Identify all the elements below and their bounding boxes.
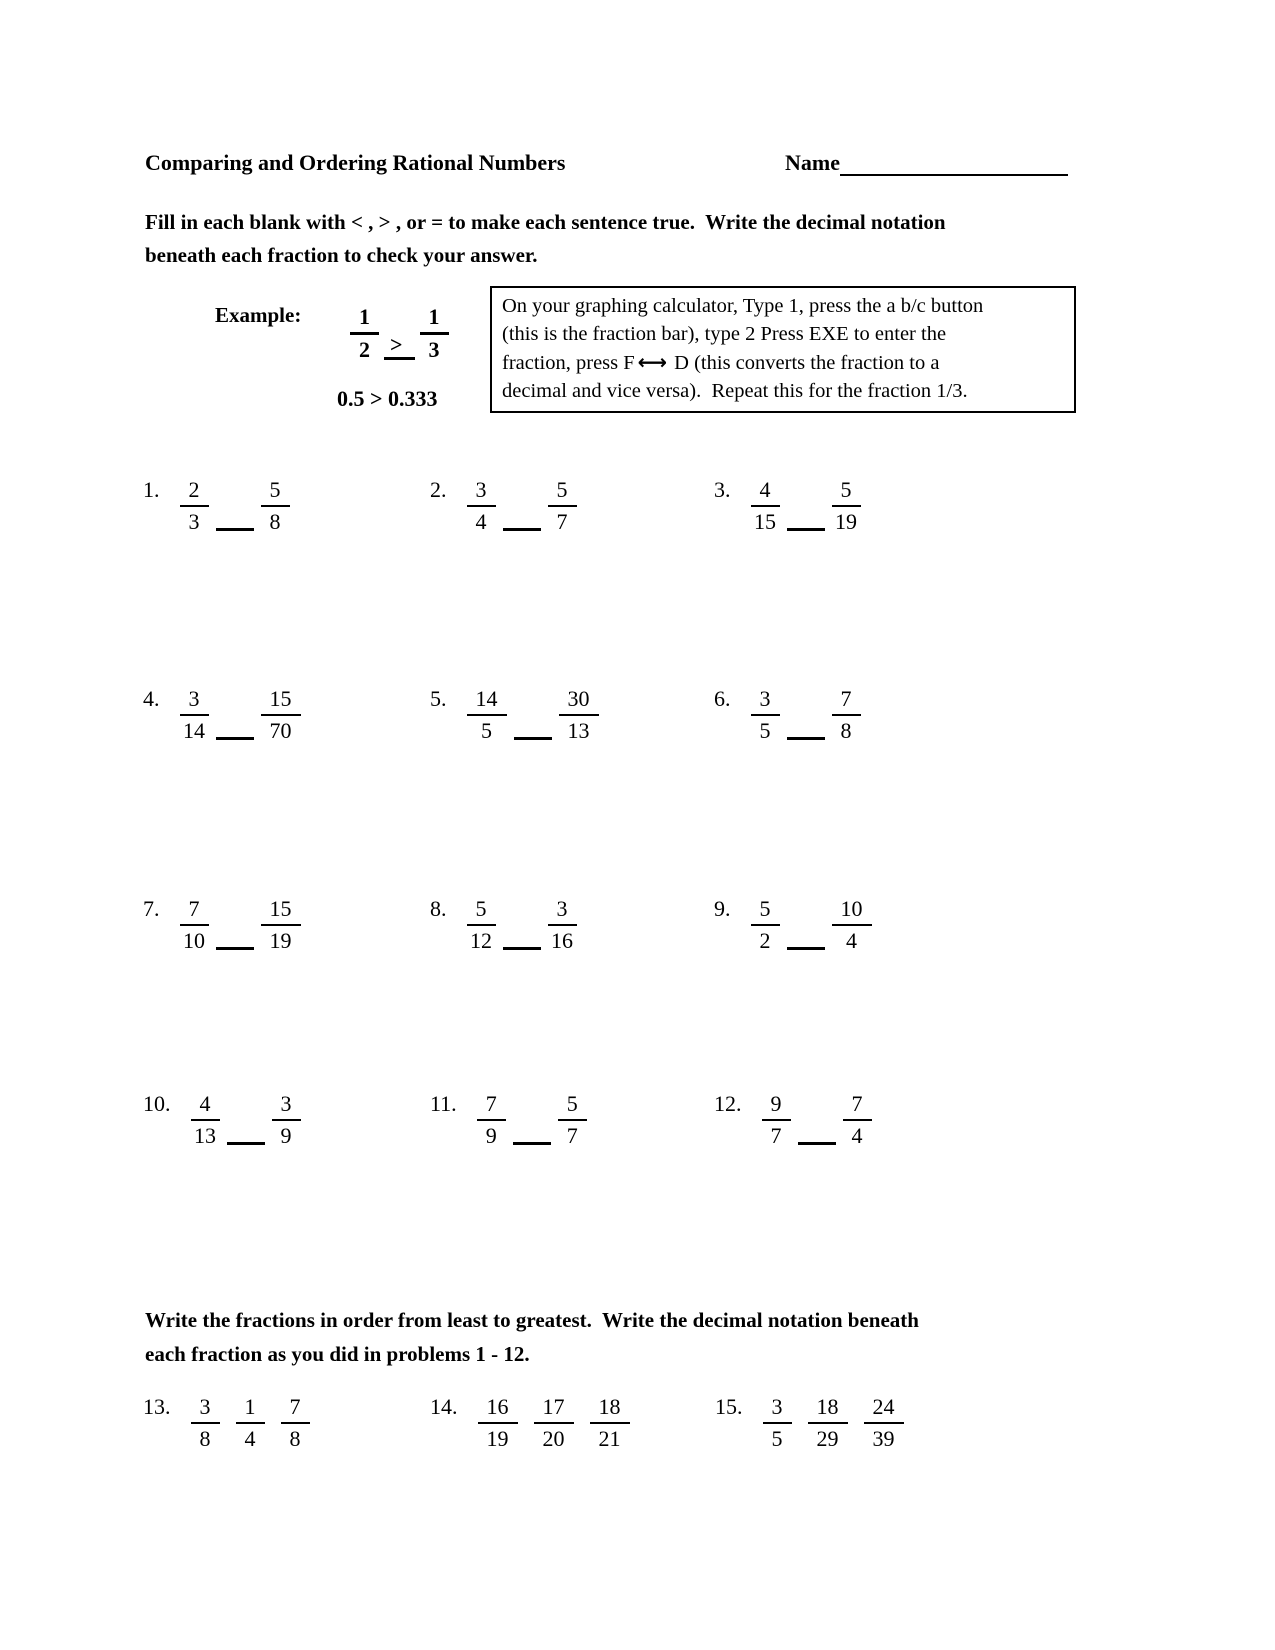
answer-blank[interactable]	[513, 1142, 551, 1145]
problem-number: 13.	[143, 1394, 171, 1419]
fraction-numerator: 4	[751, 476, 780, 507]
fraction-denominator: 9	[280, 1123, 292, 1148]
fraction-denominator: 2	[359, 337, 370, 362]
fraction-numerator: 5	[558, 1090, 587, 1121]
fraction	[261, 685, 301, 745]
double-arrow-icon: ⟷	[637, 350, 667, 374]
fraction-numerator: 5	[751, 895, 780, 926]
problem-number: 6.	[714, 686, 731, 711]
fraction-numerator: 15	[261, 895, 301, 926]
fraction-numerator: 5	[467, 895, 496, 926]
fraction-denominator: 3	[428, 337, 440, 362]
fraction	[180, 685, 209, 745]
fraction-numerator: 3	[191, 1393, 220, 1424]
fraction	[467, 685, 507, 745]
fraction	[762, 1090, 791, 1150]
fraction-numerator: 18	[590, 1393, 630, 1424]
fraction-denominator: 4	[851, 1123, 863, 1148]
fraction	[477, 1090, 506, 1150]
fraction	[236, 1393, 265, 1453]
fraction-numerator: 3	[751, 685, 780, 716]
instructions	[145, 206, 1105, 272]
fraction-numerator: 9	[762, 1090, 791, 1121]
problem-number: 1.	[143, 477, 160, 502]
fraction	[180, 895, 209, 955]
fraction-numerator: 3	[180, 685, 209, 716]
fraction-denominator: 4	[846, 928, 857, 953]
fraction-numerator: 30	[559, 685, 599, 716]
fraction	[548, 476, 577, 536]
problem-10	[143, 1090, 301, 1150]
example-comparison-blank: >	[384, 333, 415, 360]
problem-12	[714, 1090, 872, 1150]
name-label: Name	[785, 150, 840, 175]
fraction-denominator: 4	[475, 509, 487, 534]
problem-11	[430, 1090, 587, 1150]
problem-6	[714, 685, 861, 745]
fraction	[191, 1090, 220, 1150]
fraction-denominator: 39	[872, 1426, 895, 1451]
fraction-numerator: 10	[832, 895, 872, 926]
fraction	[751, 895, 780, 955]
fraction	[350, 303, 379, 364]
example-problem	[350, 303, 449, 364]
fraction	[832, 685, 861, 745]
problem-number: 5.	[430, 686, 447, 711]
fraction-numerator: 3	[548, 895, 577, 926]
fraction-numerator: 3	[763, 1393, 792, 1424]
problem-number: 8.	[430, 896, 447, 921]
problem-15	[715, 1393, 904, 1453]
fraction-numerator: 18	[808, 1393, 848, 1424]
fraction-numerator: 24	[864, 1393, 904, 1424]
fraction	[261, 476, 290, 536]
example-label: Example:	[215, 303, 302, 327]
fraction-denominator: 14	[183, 718, 205, 743]
fraction-denominator: 10	[183, 928, 205, 953]
fraction-denominator: 19	[486, 1426, 509, 1451]
fraction-denominator: 16	[551, 928, 573, 953]
fraction-numerator: 5	[261, 476, 290, 507]
example-decimal-check: 0.5 > 0.333	[337, 386, 438, 411]
problem-8	[430, 895, 577, 955]
fraction	[467, 895, 496, 955]
problem-number: 9.	[714, 896, 731, 921]
name-field	[785, 150, 1068, 176]
fraction	[548, 895, 577, 955]
problem-13	[143, 1393, 310, 1453]
calc-box-line-1: On your graphing calculator, Type 1, press the a b/c button	[502, 295, 984, 317]
fraction-numerator: 7	[180, 895, 209, 926]
problem-number: 4.	[143, 686, 160, 711]
answer-blank[interactable]	[787, 737, 825, 740]
worksheet-title: Comparing and Ordering Rational Numbers	[145, 150, 566, 175]
fraction-numerator: 7	[843, 1090, 872, 1121]
fraction-numerator: 16	[478, 1393, 518, 1424]
answer-blank[interactable]	[514, 737, 552, 740]
fraction	[467, 476, 496, 536]
fraction	[261, 895, 301, 955]
answer-blank[interactable]	[216, 737, 254, 740]
fraction-numerator: 2	[180, 476, 209, 507]
fraction	[534, 1393, 574, 1453]
name-input-line[interactable]	[840, 154, 1068, 176]
fraction	[864, 1393, 904, 1453]
fraction	[420, 303, 449, 364]
calc-box-line-2: (this is the fraction bar), type 2 Press EXE to enter the	[502, 323, 947, 345]
fraction-numerator: 7	[477, 1090, 506, 1121]
calc-box-line-3-text: fraction, press F	[502, 352, 635, 374]
fraction	[558, 1090, 587, 1150]
calculator-instructions-box	[490, 286, 1076, 413]
fraction-denominator: 15	[754, 509, 776, 534]
instructions-line-1: Fill in each blank with < , > , or = to make each sentence true. Write the decimal notation	[145, 210, 946, 234]
ordering-instructions-line-2: each fraction as you did in problems 1 - 12.	[145, 1342, 530, 1366]
fraction-numerator: 7	[832, 685, 861, 716]
problem-4	[143, 685, 301, 745]
instructions-line-2: beneath each fraction to check your answer.	[145, 243, 538, 267]
problem-number: 15.	[715, 1394, 743, 1419]
answer-blank[interactable]	[798, 1142, 836, 1145]
problem-5	[430, 685, 599, 745]
answer-blank[interactable]	[216, 947, 254, 950]
fraction	[272, 1090, 301, 1150]
answer-blank[interactable]	[503, 528, 541, 531]
problem-7	[143, 895, 301, 955]
fraction-numerator: 14	[467, 685, 507, 716]
fraction-denominator: 9	[485, 1123, 497, 1148]
problem-number: 3.	[714, 477, 731, 502]
answer-blank[interactable]	[503, 947, 541, 950]
fraction	[832, 476, 861, 536]
fraction	[478, 1393, 518, 1453]
fraction-numerator: 3	[467, 476, 496, 507]
fraction-numerator: 1	[420, 303, 449, 335]
fraction-denominator: 29	[816, 1426, 839, 1451]
calc-box-line-4: decimal and vice versa). Repeat this for the fraction 1/3.	[502, 380, 968, 402]
calc-box-line-3-text: D (this converts the fraction to a	[669, 352, 940, 374]
fraction-denominator: 19	[835, 509, 857, 534]
fraction-denominator: 7	[566, 1123, 578, 1148]
problem-3	[714, 476, 861, 536]
fraction	[808, 1393, 848, 1453]
problem-number: 14.	[430, 1394, 458, 1419]
fraction-denominator: 2	[759, 928, 771, 953]
ordering-instructions-line-1: Write the fractions in order from least to greatest. Write the decimal notation beneath	[145, 1308, 919, 1332]
problem-number: 7.	[143, 896, 160, 921]
problem-number: 2.	[430, 477, 447, 502]
problem-number: 10.	[143, 1091, 171, 1116]
fraction-numerator: 7	[281, 1393, 310, 1424]
fraction-denominator: 13	[194, 1123, 216, 1148]
fraction	[843, 1090, 872, 1150]
fraction-denominator: 3	[188, 509, 200, 534]
fraction-denominator: 20	[542, 1426, 565, 1451]
fraction	[191, 1393, 220, 1453]
problem-1	[143, 476, 290, 536]
fraction-numerator: 4	[191, 1090, 220, 1121]
answer-blank[interactable]	[227, 1142, 265, 1145]
problem-9	[714, 895, 872, 955]
fraction-numerator: 17	[534, 1393, 574, 1424]
fraction-numerator: 1	[236, 1393, 265, 1424]
fraction-denominator: 21	[598, 1426, 621, 1451]
fraction-denominator: 4	[244, 1426, 256, 1451]
fraction	[832, 895, 872, 955]
fraction-denominator: 5	[481, 718, 492, 743]
fraction-denominator: 12	[470, 928, 492, 953]
fraction	[281, 1393, 310, 1453]
answer-blank[interactable]	[216, 528, 254, 531]
fraction-numerator: 15	[261, 685, 301, 716]
fraction-denominator: 7	[770, 1123, 782, 1148]
fraction-denominator: 70	[269, 718, 292, 743]
fraction	[763, 1393, 792, 1453]
answer-blank[interactable]	[787, 947, 825, 950]
fraction	[590, 1393, 630, 1453]
fraction-denominator: 8	[199, 1426, 211, 1451]
problem-2	[430, 476, 577, 536]
fraction-denominator: 7	[556, 509, 568, 534]
fraction	[559, 685, 599, 745]
fraction-denominator: 5	[759, 718, 771, 743]
fraction-numerator: 5	[548, 476, 577, 507]
fraction-numerator: 5	[832, 476, 861, 507]
fraction	[751, 685, 780, 745]
problem-14	[430, 1393, 630, 1453]
ordering-instructions	[145, 1303, 1105, 1371]
fraction-denominator: 19	[269, 928, 292, 953]
answer-blank[interactable]	[787, 528, 825, 531]
calc-box-line-3	[502, 348, 1064, 377]
fraction	[180, 476, 209, 536]
fraction-denominator: 5	[771, 1426, 783, 1451]
fraction-denominator: 8	[840, 718, 852, 743]
fraction-denominator: 8	[289, 1426, 301, 1451]
fraction-denominator: 13	[567, 718, 590, 743]
fraction-denominator: 8	[269, 509, 281, 534]
fraction-numerator: 1	[350, 303, 379, 335]
fraction-numerator: 3	[272, 1090, 301, 1121]
problem-number: 11.	[430, 1091, 457, 1116]
fraction	[751, 476, 780, 536]
problem-number: 12.	[714, 1091, 742, 1116]
